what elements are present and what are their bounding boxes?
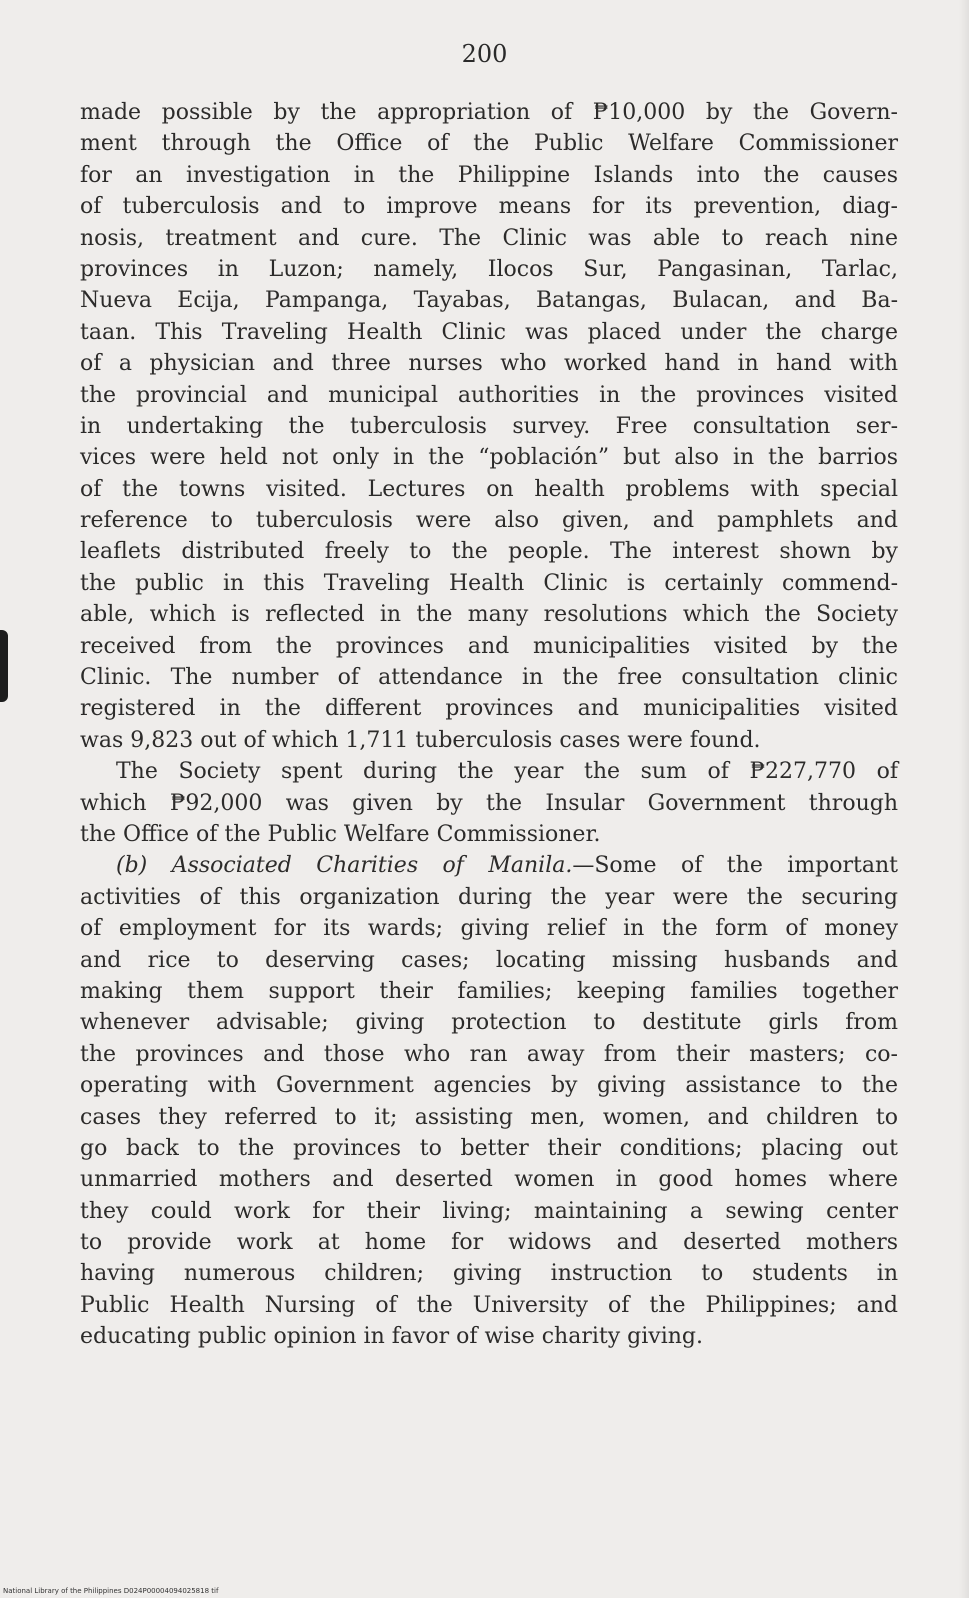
page-number: 200 (461, 40, 508, 68)
text-line: received from the provinces and municipalities visited by the (80, 633, 898, 659)
text-line: of the towns visited. Lectures on health problems with special (80, 476, 898, 502)
text-line: whenever advisable; giving protection to destitute girls from (80, 1010, 898, 1036)
text-line: which ₱92,000 was given by the Insular Government through (80, 790, 898, 816)
text-line: they could work for their living; maintaining a sewing center (80, 1198, 898, 1224)
text-line: nosis, treatment and cure. The Clinic was able to reach nine (80, 225, 898, 251)
text-line: of employment for its wards; giving relief in the form of money (80, 916, 898, 942)
text-line: Public Health Nursing of the University of the Philippines; and (80, 1292, 898, 1318)
binding-edge-shadow (0, 630, 8, 702)
page-edge-shadow (959, 0, 969, 1598)
text-line: was 9,823 out of which 1,711 tuberculosis cases were found. (80, 727, 761, 753)
text-line: the public in this Traveling Health Clinic is certainly commend- (80, 570, 898, 596)
text-line: leaflets distributed freely to the people. The interest shown by (80, 539, 898, 565)
text-line: the Office of the Public Welfare Commissioner. (80, 821, 601, 847)
text-line: ment through the Office of the Public Welfare Commissioner (80, 131, 898, 157)
text-line: vices were held not only in the “población” but also in the barrios (80, 445, 898, 471)
text-line: the provincial and municipal authorities in the provinces visited (80, 382, 898, 408)
section-b-rest: —Some of the important (572, 853, 898, 879)
body-text (80, 97, 898, 1353)
text-line: Clinic. The number of attendance in the free consultation clinic (80, 665, 898, 691)
text-line: made possible by the appropriation of ₱10,000 by the Govern- (80, 100, 898, 125)
text-line: unmarried mothers and deserted women in good homes where (80, 1167, 898, 1193)
text-line: to provide work at home for widows and deserted mothers (80, 1230, 898, 1256)
text-line: operating with Government agencies by giving assistance to the (80, 1073, 898, 1099)
section-b-title: Associated Charities of Manila. (171, 853, 573, 879)
text-line: in undertaking the tuberculosis survey. Free consultation ser- (80, 413, 898, 439)
text-line: of a physician and three nurses who worked hand in hand with (80, 351, 898, 377)
text-line: registered in the different provinces and municipalities visited (80, 696, 898, 722)
text-line: Nueva Ecija, Pampanga, Tayabas, Batangas, Bulacan, and Ba- (80, 288, 898, 314)
text-line: taan. This Traveling Health Clinic was placed under the charge (80, 319, 898, 345)
text-line: The Society spent during the year the sum of ₱227,770 of (116, 759, 898, 785)
text-line: cases they referred to it; assisting men, women, and children to (80, 1104, 898, 1130)
text-line: educating public opinion in favor of wise charity giving. (80, 1324, 703, 1350)
text-line: of tuberculosis and to improve means for its prevention, diag- (80, 194, 898, 220)
scan-footer: National Library of the Philippines D024P00004094025818 tif (3, 1587, 219, 1595)
text-line: activities of this organization during the year were the securing (80, 884, 898, 910)
text-line: the provinces and those who ran away from their masters; co- (80, 1041, 898, 1067)
text-line: and rice to deserving cases; locating missing husbands and (80, 947, 898, 973)
section-b-label: (b) (116, 853, 148, 879)
text-line: provinces in Luzon; namely, Ilocos Sur, Pangasinan, Tarlac, (80, 256, 898, 282)
text-line: making them support their families; keeping families together (80, 978, 898, 1004)
text-line: go back to the provinces to better their conditions; placing out (80, 1135, 898, 1161)
text-line: for an investigation in the Philippine Islands into the causes (80, 162, 898, 188)
text-line: able, which is reflected in the many resolutions which the Society (80, 602, 898, 628)
section-b-heading-line (80, 850, 898, 881)
text-line: having numerous children; giving instruction to students in (80, 1261, 898, 1287)
text-line: reference to tuberculosis were also given, and pamphlets and (80, 508, 898, 534)
